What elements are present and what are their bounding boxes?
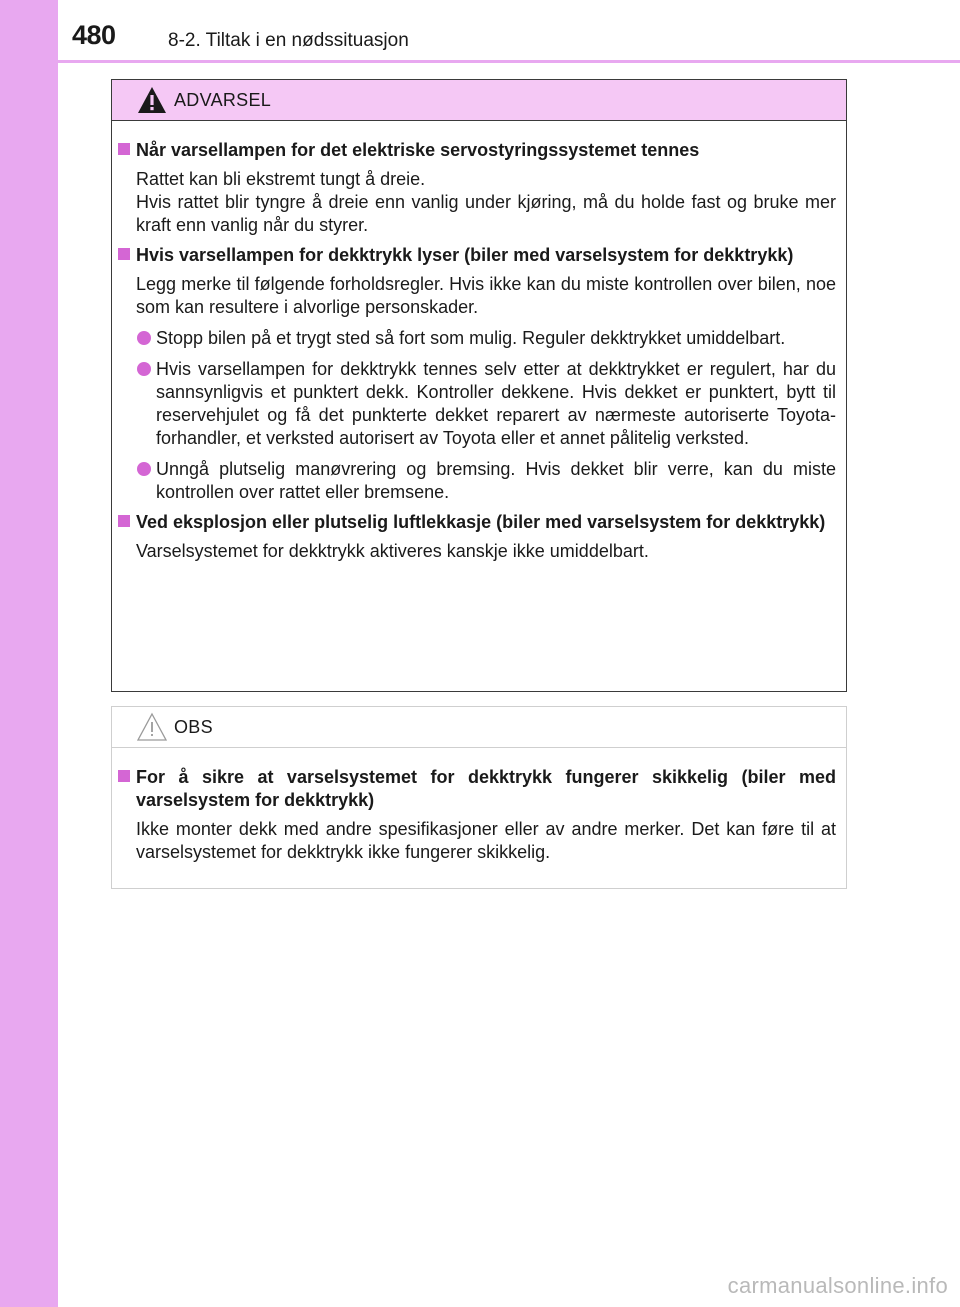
warning-item bbox=[116, 511, 836, 563]
square-bullet-icon bbox=[118, 770, 130, 782]
warning-item-title: Når varsellampen for det elektriske servostyringssystemet tennes bbox=[136, 140, 700, 160]
warning-body bbox=[112, 121, 846, 563]
notice-body bbox=[112, 748, 846, 864]
notice-header bbox=[112, 707, 846, 748]
section-title: 8-2. Tiltak i en nødssituasjon bbox=[168, 30, 409, 51]
warning-item-paragraph: Rattet kan bli ekstremt tungt å dreie. Hvis rattet blir tyngre å dreie enn vanlig under kjøring, må du holde fast og bruke mer kraft enn vanlig når du styrer. bbox=[136, 169, 836, 235]
round-bullet-icon bbox=[137, 331, 151, 345]
chapter-side-tab bbox=[0, 0, 58, 1307]
bullet-text: Unngå plutselig manøvrering og bremsing. Hvis dekket blir verre, kan du miste kontrollen over rattet eller bremsene. bbox=[156, 459, 836, 502]
warning-item bbox=[116, 244, 836, 504]
bullet-text: Stopp bilen på et trygt sted så fort som mulig. Reguler dekktrykket umiddelbart. bbox=[156, 328, 786, 348]
warning-item-paragraph: Varselsystemet for dekktrykk aktiveres kanskje ikke umiddelbart. bbox=[136, 541, 649, 561]
warning-outline-icon bbox=[136, 712, 168, 742]
square-bullet-icon bbox=[118, 515, 130, 527]
square-bullet-icon bbox=[118, 248, 130, 260]
warning-item-title: Hvis varsellampen for dekktrykk lyser (biler med varselsystem for dekktrykk) bbox=[136, 245, 794, 265]
warning-label: ADVARSEL bbox=[174, 90, 272, 110]
warning-item bbox=[116, 139, 836, 237]
notice-item-title: For å sikre at varselsystemet for dekktrykk fungerer skikkelig (biler med varselsystem for dekktrykk) bbox=[136, 767, 836, 810]
bullet-text: Hvis varsellampen for dekktrykk tennes selv etter at dekktrykket er regulert, har du sannsynligvis et punktert dekk. Kontroller dekkene. Hvis dekket er punktert, bytt til reservehjulet og få det punkterte dekket reparert av nærmeste autoriserte Toyota-forhandler, et verksted autorisert av Toyota eller et annet pålitelig verksted. bbox=[156, 359, 836, 448]
square-bullet-icon bbox=[118, 143, 130, 155]
bullet-point bbox=[136, 358, 836, 450]
notice-item-paragraph: Ikke monter dekk med andre spesifikasjoner eller av andre merker. Det kan føre til at varselsystemet for dekktrykk ikke fungerer skikkelig. bbox=[136, 819, 836, 862]
notice-box bbox=[111, 706, 847, 889]
warning-filled-icon bbox=[136, 85, 168, 115]
warning-box bbox=[111, 79, 847, 692]
warning-item-title: Ved eksplosjon eller plutselig luftlekkasje (biler med varselsystem for dekktrykk) bbox=[136, 512, 826, 532]
notice-label: OBS bbox=[174, 717, 213, 737]
page-number: 480 bbox=[72, 20, 116, 50]
round-bullet-icon bbox=[137, 462, 151, 476]
header-rule bbox=[58, 60, 960, 63]
notice-item bbox=[116, 766, 836, 864]
warning-item-paragraph: Legg merke til følgende forholdsregler. Hvis ikke kan du miste kontrollen over bilen, noe som kan resultere i alvorlige personskader. bbox=[136, 274, 836, 317]
watermark[interactable]: carmanualsonline.info bbox=[727, 1273, 948, 1298]
warning-header bbox=[112, 80, 846, 121]
bullet-point bbox=[136, 327, 836, 350]
round-bullet-icon bbox=[137, 362, 151, 376]
bullet-point bbox=[136, 458, 836, 504]
